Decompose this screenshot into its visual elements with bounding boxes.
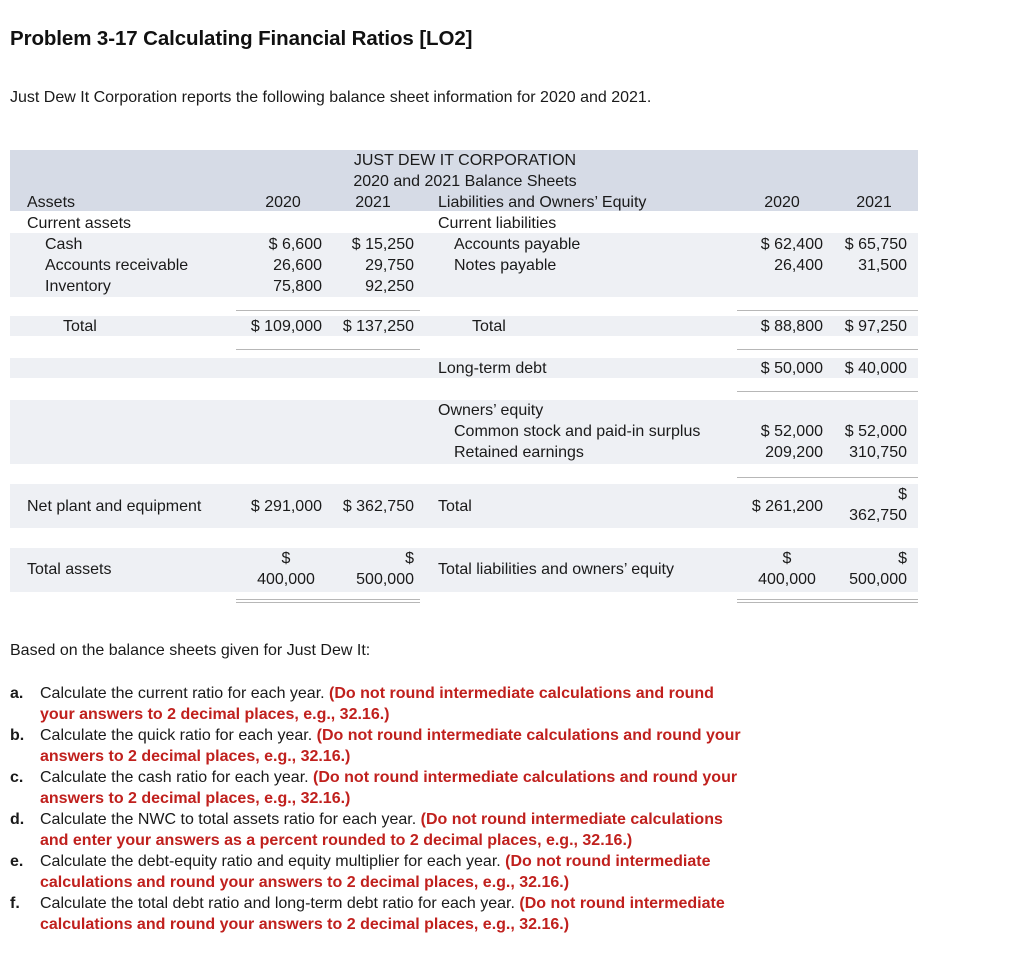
ap-2020: $ 62,400 xyxy=(760,236,823,253)
total-le-2021 xyxy=(825,548,907,590)
question-text: Calculate the debt-equity ratio and equity multiplier for each year. xyxy=(40,853,501,870)
rule xyxy=(236,602,420,603)
currency-symbol: $ xyxy=(898,486,907,503)
assets-year-2020: 2020 xyxy=(265,194,301,211)
np-2020: 26,400 xyxy=(774,257,823,274)
ar-2020: 26,600 xyxy=(273,257,322,274)
question-f xyxy=(10,893,750,935)
ap-label: Accounts payable xyxy=(454,236,581,253)
currency-symbol: $ xyxy=(281,550,291,567)
total-assets-2021 xyxy=(328,548,414,590)
question-letter: a. xyxy=(10,685,24,702)
owners-equity-label: Owners’ equity xyxy=(438,402,544,419)
np-label: Notes payable xyxy=(454,257,557,274)
current-assets-label: Current assets xyxy=(27,215,132,232)
question-letter: e. xyxy=(10,853,24,870)
question-list xyxy=(10,683,750,935)
total-assets-label: Total assets xyxy=(27,561,112,578)
currency-symbol: $ xyxy=(898,550,907,567)
question-letter: c. xyxy=(10,769,24,786)
equity-total-label: Total xyxy=(438,498,472,515)
ltd-2021: $ 40,000 xyxy=(844,360,907,377)
total-le-2020-value: 400,000 xyxy=(758,571,816,588)
rule xyxy=(737,391,918,392)
intro-text: Just Dew It Corporation reports the following balance sheet information for 2020 and 2021. xyxy=(10,89,652,106)
based-on-text: Based on the balance sheets given for Just Dew It: xyxy=(10,642,371,659)
rule xyxy=(737,349,918,350)
ar-label: Accounts receivable xyxy=(45,257,189,274)
common-stock-2020: $ 52,000 xyxy=(760,423,823,440)
npe-2021: $ 362,750 xyxy=(342,498,414,515)
question-letter: f. xyxy=(10,895,20,912)
assets-header: Assets xyxy=(27,194,76,211)
question-a xyxy=(10,683,750,725)
current-liabilities-label: Current liabilities xyxy=(438,215,557,232)
sheet-subtitle: 2020 and 2021 Balance Sheets xyxy=(353,173,577,190)
question-text: Calculate the current ratio for each year. xyxy=(40,685,325,702)
rule xyxy=(236,599,420,600)
total-le-2020 xyxy=(747,548,827,590)
problem-title: Problem 3-17 Calculating Financial Ratios [LO2] xyxy=(10,27,473,50)
question-d xyxy=(10,809,750,851)
currency-symbol: $ xyxy=(405,550,414,567)
rule xyxy=(737,599,918,600)
rule xyxy=(236,310,420,311)
question-instruction: (Do not round intermediate calculations and round your answers to 2 decimal places, e.g., 32.16.) xyxy=(40,895,725,933)
total-assets-2021-value: 500,000 xyxy=(356,571,414,588)
company-name: JUST DEW IT CORPORATION xyxy=(353,152,577,169)
inventory-2021: 92,250 xyxy=(365,278,414,295)
rule xyxy=(236,349,420,350)
total-assets-2020-value: 400,000 xyxy=(257,571,315,588)
npe-2020: $ 291,000 xyxy=(250,498,322,515)
ar-2021: 29,750 xyxy=(365,257,414,274)
question-instruction: (Do not round intermediate calculations and round your answers to 2 decimal places, e.g., 32.16.) xyxy=(40,685,714,723)
liabilities-header: Liabilities and Owners’ Equity xyxy=(438,194,647,211)
inventory-2020: 75,800 xyxy=(273,278,322,295)
question-letter: d. xyxy=(10,811,25,828)
equity-total-2020: $ 261,200 xyxy=(751,498,823,515)
question-instruction: (Do not round intermediate calculations and round your answers to 2 decimal places, e.g., 32.16.) xyxy=(40,853,711,891)
question-text: Calculate the total debt ratio and long-term debt ratio for each year. xyxy=(40,895,515,912)
npe-label: Net plant and equipment xyxy=(27,498,202,515)
inventory-label: Inventory xyxy=(45,278,111,295)
liab-year-2020: 2020 xyxy=(764,194,800,211)
question-instruction: (Do not round intermediate calculations and round your answers to 2 decimal places, e.g., 32.16.) xyxy=(40,769,738,807)
assets-total-2020: $ 109,000 xyxy=(250,318,322,335)
retained-earnings-label: Retained earnings xyxy=(454,444,584,461)
equity-total-2021 xyxy=(825,484,907,526)
total-assets-2020 xyxy=(246,548,326,590)
rule xyxy=(737,477,918,478)
common-stock-label: Common stock and paid-in surplus xyxy=(454,423,701,440)
question-instruction: (Do not round intermediate calculations and enter your answers as a percent rounded to 2 decimal places, e.g., 32.16.) xyxy=(40,811,723,849)
balance-sheet-table xyxy=(10,150,918,620)
currency-symbol: $ xyxy=(782,550,792,567)
assets-total-2021: $ 137,250 xyxy=(342,318,414,335)
np-2021: 31,500 xyxy=(858,257,907,274)
ap-2021: $ 65,750 xyxy=(844,236,907,253)
cash-2020: $ 6,600 xyxy=(268,236,322,253)
cash-2021: $ 15,250 xyxy=(351,236,414,253)
total-le-2021-value: 500,000 xyxy=(849,571,907,588)
liab-total-label: Total xyxy=(472,318,506,335)
question-letter: b. xyxy=(10,727,25,744)
liab-year-2021: 2021 xyxy=(856,194,892,211)
rule xyxy=(737,310,918,311)
question-text: Calculate the cash ratio for each year. xyxy=(40,769,309,786)
ltd-label: Long-term debt xyxy=(438,360,547,377)
total-le-label: Total liabilities and owners’ equity xyxy=(438,561,674,578)
retained-earnings-2021: 310,750 xyxy=(849,444,907,461)
common-stock-2021: $ 52,000 xyxy=(844,423,907,440)
assets-year-2021: 2021 xyxy=(355,194,391,211)
assets-total-label: Total xyxy=(63,318,97,335)
question-b xyxy=(10,725,750,767)
question-e xyxy=(10,851,750,893)
question-text: Calculate the NWC to total assets ratio for each year. xyxy=(40,811,417,828)
cash-label: Cash xyxy=(45,236,83,253)
rule xyxy=(737,602,918,603)
ltd-2020: $ 50,000 xyxy=(760,360,823,377)
question-instruction: (Do not round intermediate calculations and round your answers to 2 decimal places, e.g., 32.16.) xyxy=(40,727,741,765)
equity-total-2021-value: 362,750 xyxy=(849,507,907,524)
question-c xyxy=(10,767,750,809)
liab-total-2021: $ 97,250 xyxy=(844,318,907,335)
liab-total-2020: $ 88,800 xyxy=(760,318,823,335)
retained-earnings-2020: 209,200 xyxy=(765,444,823,461)
question-text: Calculate the quick ratio for each year. xyxy=(40,727,313,744)
